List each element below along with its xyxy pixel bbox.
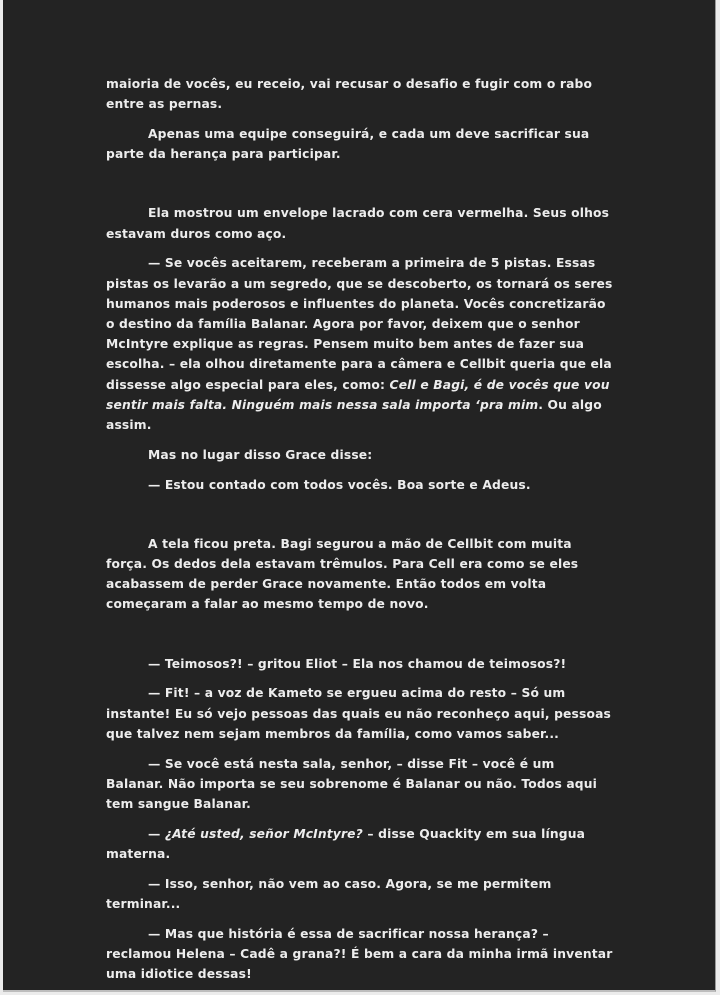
paragraph-text-after: . Ou algo assim. — [106, 397, 602, 433]
paragraph — [106, 754, 616, 815]
paragraph — [106, 124, 616, 164]
paragraph — [106, 534, 616, 615]
document-page — [3, 0, 716, 992]
paragraph-text: — Fit! – a voz de Kameto se ergueu acima do resto – Só um instante! Eu só vejo pessoas das quais eu não reconheço aqui, pessoas que talvez nem sejam membros da família, como vamos saber... — [106, 686, 611, 741]
paragraph-text: — Mas que história é essa de sacrificar nossa herança? – reclamou Helena – Cadê a grana?! É bem a cara da minha irmã inventar uma idiotice dessas! — [106, 926, 613, 982]
paragraph-text: — — [148, 826, 165, 841]
paragraph-text: — Estou contado com todos vocês. Boa sorte e Adeus. — [148, 477, 531, 492]
document-text — [106, 74, 616, 994]
paragraph — [106, 475, 616, 495]
paragraph — [106, 203, 616, 243]
paragraph — [106, 683, 616, 744]
paragraph — [106, 824, 616, 864]
italic-text: ¿Até usted, señor McIntyre? — [164, 826, 363, 841]
paragraph — [106, 924, 616, 985]
paragraph — [106, 874, 616, 914]
paragraph — [106, 74, 616, 114]
italic-text: Cell e Bagi, é de vocês que vou sentir mais falta. Ninguém mais nessa sala importa ‘pra mim — [106, 377, 610, 412]
paragraph-text: A tela ficou preta. Bagi segurou a mão de Cellbit com muita força. Os dedos dela estavam trêmulos. Para Cell era como se eles acabassem de perder Grace novamente. Então todos em volta começaram a falar ao mesmo tempo de novo. — [106, 536, 579, 612]
paragraph-text: maioria de vocês, eu receio, vai recusar o desafio e fugir com o rabo entre as pernas. — [106, 77, 593, 112]
paragraph-text-after: – disse Quackity em sua língua materna. — [106, 826, 586, 862]
paragraph-text: — Se vocês aceitarem, receberam a primeira de 5 pistas. Essas pistas os levarão a um segredo, que se descoberto, os tornará os seres humanos mais poderosos e influentes do planeta. Vocês concretizarão o destino da família Balanar. Agora por favor, deixem que o senhor McIntyre explique as regras. Pensem muito bem antes de fazer sua escolha. – ela olhou diretamente para a câmera e Cellbit queria que ela dissesse algo especial para eles, como: — [106, 256, 613, 392]
paragraph-text: — Isso, senhor, não vem ao caso. Agora, se me permitem terminar... — [106, 876, 552, 912]
paragraph-text: Mas no lugar disso Grace disse: — [148, 447, 373, 462]
paragraph — [106, 253, 616, 435]
paragraph — [106, 445, 616, 465]
paragraph-text: — Se você está nesta sala, senhor, – disse Fit – você é um Balanar. Não importa se seu sobrenome é Balanar ou não. Todos aqui tem sangue Balanar. — [106, 756, 598, 812]
paragraph-text: Ela mostrou um envelope lacrado com cera vermelha. Seus olhos estavam duros como aço. — [106, 206, 610, 241]
paragraph-text: — Teimosos?! – gritou Eliot – Ela nos chamou de teimosos?! — [148, 656, 567, 671]
paragraph-text: Apenas uma equipe conseguirá, e cada um deve sacrificar sua parte da herança para participar. — [106, 127, 590, 162]
paragraph — [106, 654, 616, 674]
